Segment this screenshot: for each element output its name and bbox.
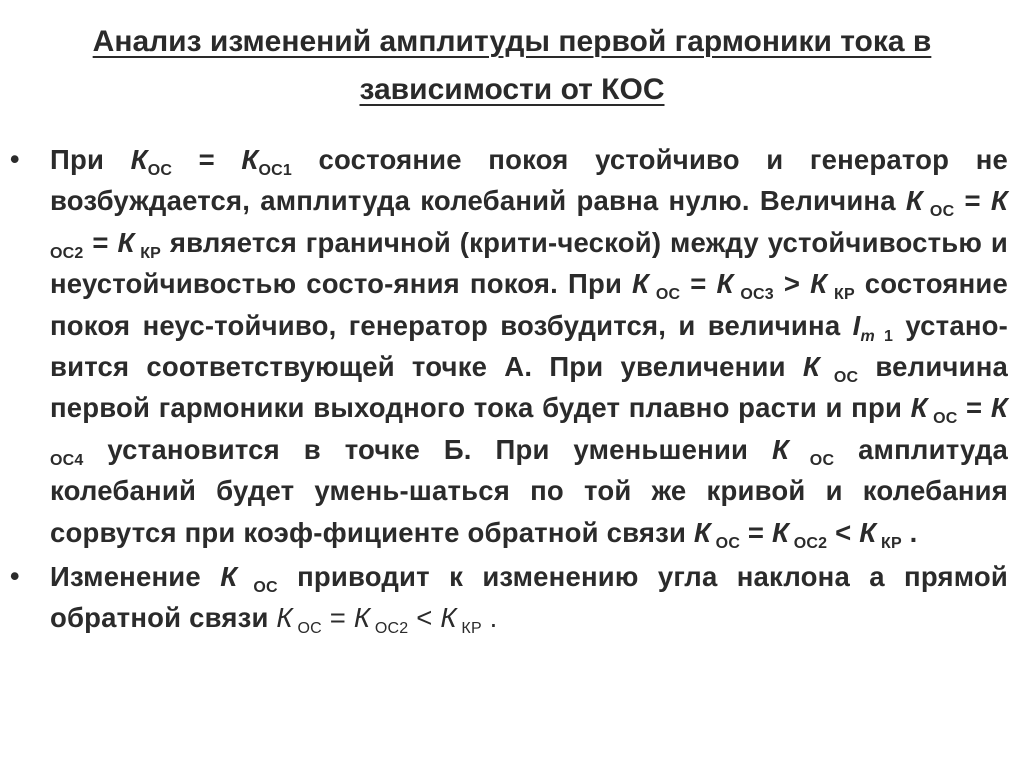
text-run: устано-вится соответствующей точке А. При увеличении (50, 309, 1008, 383)
text-run: = (954, 185, 991, 217)
text-run: состояние покоя неус-тойчиво, генератор возбудится, и величина (50, 268, 1008, 341)
bullet-dot-icon: • (10, 561, 20, 592)
subscript: КР (827, 286, 855, 304)
subscript: ОС2 (50, 244, 84, 262)
text-run: состояние покоя устойчиво и генератор не возбуждается, амплитуда колебаний равна нулю. Величина (50, 144, 1008, 217)
subscript: КР (134, 244, 162, 262)
text-run: К (990, 392, 1008, 424)
text-run: К (716, 268, 734, 300)
text-run: = (957, 392, 991, 424)
text-run: . (901, 516, 918, 548)
text-run: К (859, 516, 877, 548)
text-run: К (276, 602, 293, 634)
text-run: приводит к изменению угла наклона а прямой обратной связи (50, 561, 1008, 634)
subscript: ОС (237, 579, 278, 597)
text-run: К (220, 561, 238, 593)
bullet-dot-icon: • (10, 144, 20, 174)
text-run: К (440, 602, 457, 634)
text-run: К (693, 516, 712, 548)
text-run: К (632, 268, 650, 300)
bullet-list (10, 139, 1009, 639)
subscript: ОС1 (258, 162, 293, 179)
text-run: > (773, 268, 811, 300)
text-run: = (172, 144, 242, 175)
subscript: ОС2 (789, 534, 828, 552)
text-run: К (772, 516, 790, 548)
subscript: ОС (147, 162, 173, 179)
text-run: = (740, 516, 773, 548)
text-run: К (990, 185, 1008, 217)
bullet-item-1 (10, 139, 1009, 553)
subscript: ОС (927, 410, 958, 428)
text-run: I (852, 309, 861, 341)
bullet-text (50, 561, 1008, 638)
text-run: < (408, 602, 441, 634)
text-run: К (905, 185, 923, 217)
text-run: К (117, 226, 135, 258)
text-run: К (130, 144, 148, 175)
text-run: амплитуда колебаний будет умень-шаться по той же кривой и колебания сорвутся при коэф-фициенте обратной связи (50, 433, 1009, 548)
subscript: ОС4 (50, 451, 84, 469)
slide-title: Анализ изменений амплитуды первой гармоники тока в зависимости от КОС (92, 25, 932, 106)
text-run: При (50, 144, 131, 175)
subscript: m (860, 327, 875, 345)
text-run: К (772, 433, 790, 465)
text-run: < (827, 516, 860, 548)
text-run: . (481, 602, 498, 634)
text-run: К (241, 144, 259, 175)
subscript: 1 (874, 327, 894, 345)
subscript: КР (456, 620, 482, 638)
subscript: ОС (789, 451, 835, 469)
text-run: К (353, 602, 371, 634)
bullet-text (50, 144, 1009, 552)
subscript: КР (876, 534, 902, 552)
subscript: ОС3 (733, 286, 774, 304)
text-run: Изменение (50, 561, 221, 593)
subscript: ОС (922, 203, 955, 221)
text-run: К (910, 392, 928, 424)
text-run: = (321, 602, 354, 634)
subscript: ОС (649, 286, 681, 304)
text-run: К (802, 351, 820, 383)
subscript: ОС (711, 534, 741, 552)
text-run: величина первой гармоники выходного тока будет плавно расти и при (50, 351, 1008, 424)
text-run: К (810, 268, 828, 300)
bullet-item-2 (10, 556, 1008, 639)
text-run: = (83, 226, 118, 258)
subscript: ОС (292, 620, 322, 638)
subscript: ОС (819, 369, 859, 387)
subscript: ОС2 (370, 620, 409, 638)
text-run: является граничной (крити-ческой) между устойчивостью и неустойчивостью состо-яния покоя. При (50, 226, 1008, 300)
text-run: установится в точке Б. При уменьшении (83, 433, 773, 465)
text-run: = (680, 268, 717, 300)
